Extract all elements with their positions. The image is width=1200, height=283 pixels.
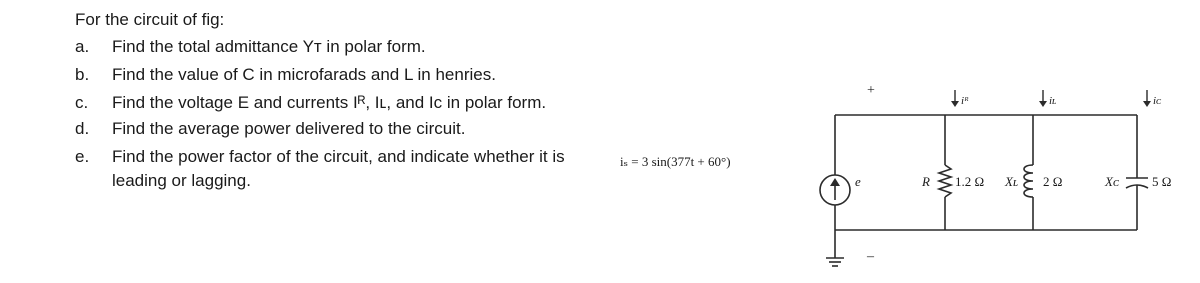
item-letter: e. — [75, 147, 90, 166]
item-letter: c. — [75, 93, 89, 112]
resistor-value: 1.2 Ω — [955, 174, 985, 189]
resistor-current-arrow-icon — [951, 90, 959, 107]
item-text: Find the total admittance Yᴛ in polar form. — [112, 37, 426, 56]
item-text: Find the value of C in microfarads and L in henries. — [112, 65, 496, 84]
item-letter: d. — [75, 119, 90, 138]
item-letter: a. — [75, 37, 90, 56]
capacitor-current-arrow-icon — [1143, 90, 1151, 107]
minus-sign: – — [867, 249, 874, 264]
inductor-current-label: iʟ — [1049, 95, 1057, 107]
inductor-value: 2 Ω — [1043, 174, 1063, 189]
capacitor-value: 5 Ω — [1152, 174, 1172, 189]
resistor-symbol — [939, 165, 951, 197]
voltage-label: e — [855, 174, 861, 189]
source-label: iₛ = 3 sin(377t + 60°) — [620, 154, 731, 169]
item-text: Find the average power delivered to the circuit. — [112, 119, 466, 138]
plus-sign: + — [867, 83, 875, 98]
question-item-d — [75, 117, 595, 141]
question-item-b — [75, 63, 595, 87]
capacitor-current-label: iᴄ — [1153, 95, 1162, 107]
inductor-current-arrow-icon — [1039, 90, 1047, 107]
inductor-name: Xʟ — [1005, 174, 1019, 189]
question-list — [75, 35, 595, 195]
resistor-name: R — [922, 174, 930, 189]
question-item-c — [75, 91, 572, 115]
circuit-diagram — [615, 70, 1200, 275]
resistor-current-label: iᴿ — [961, 95, 969, 107]
item-text: Find the voltage E and currents Iᴿ, Iʟ, and Iᴄ in polar form. — [112, 93, 547, 112]
capacitor-name: Xᴄ — [1105, 174, 1119, 189]
question-item-e — [75, 145, 582, 193]
item-letter: b. — [75, 65, 90, 84]
source-arrow-icon — [830, 178, 840, 200]
question-title: For the circuit of fig: — [75, 10, 225, 29]
question-item-a — [75, 35, 595, 59]
item-text: Find the power factor of the circuit, and indicate whether it is leading or lagging. — [112, 147, 565, 190]
inductor-symbol — [1024, 165, 1033, 197]
